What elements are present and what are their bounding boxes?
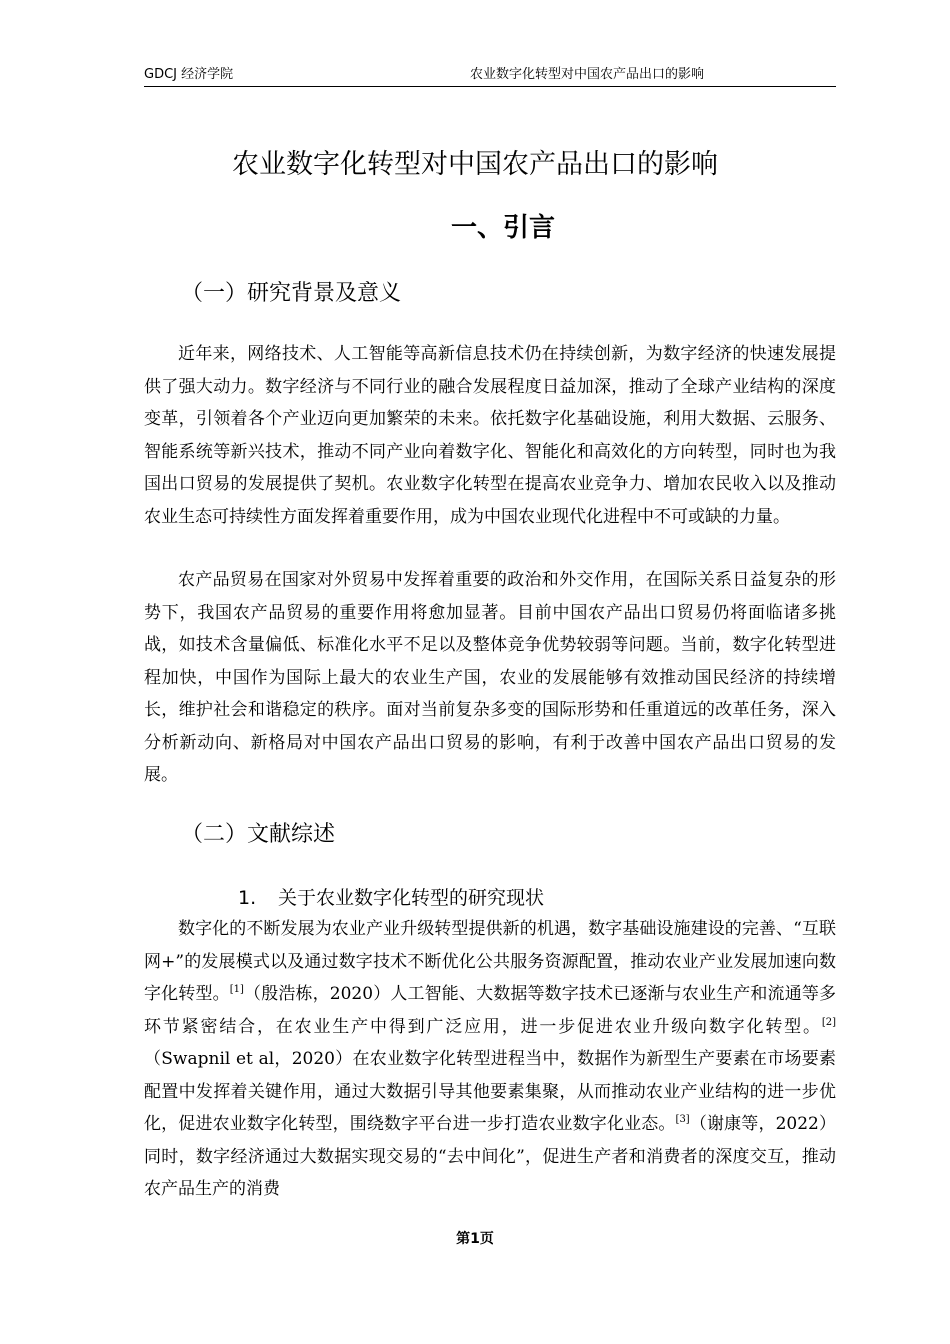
- citation-ref-3: [3]: [675, 1114, 690, 1125]
- paragraph-background-2: 农产品贸易在国家对外贸易中发挥着重要的政治和外交作用，在国际关系日益复杂的形势下，我国农产品贸易的重要作用将愈加显著。目前中国农产品出口贸易仍将面临诸多挑战，如技术含量偏低、标准化水平不足以及整体竞争优势较弱等问题。当前，数字化转型进程加快，中国作为国际上最大的农业生产国，农业的发展能够有效推动国民经济的持续增长，维护社会和谐稳定的秩序。面对当前复杂多变的国际形势和任重道远的改革任务，深入分析新动向、新格局对中国农产品出口贸易的影响，有利于改善中国农产品出口贸易的发展。: [144, 570, 836, 785]
- subsection-heading-background: （一）研究背景及意义: [181, 281, 402, 306]
- header-institution: GDCJ 经济学院: [144, 67, 234, 82]
- subsubsection-title: 关于农业数字化转型的研究现状: [278, 887, 545, 909]
- paragraph-background-1: 近年来，网络技术、人工智能等高新信息技术仍在持续创新，为数字经济的快速发展提供了强大动力。数字经济与不同行业的融合发展程度日益加深，推动了全球产业结构的深度变革，引领着各个产业迈向更加繁荣的未来。依托数字化基础设施，利用大数据、云服务、智能系统等新兴技术，推动不同产业向着数字化、智能化和高效化的方向转型，同时也为我国出口贸易的发展提供了契机。农业数字化转型在提高农业竞争力、增加农民收入以及推动农业生态可持续性方面发挥着重要作用，成为中国农业现代化进程中不可或缺的力量。: [144, 344, 836, 527]
- paragraph-text: （殷浩栋，2020）人工智能、大数据等数字技术已逐渐与农业生产和流通等多环节紧密结合，在农业生产中得到广泛应用，进一步促进农业升级向数字化转型。: [144, 984, 836, 1037]
- subsubsection-number: 1.: [238, 887, 257, 909]
- paragraph-text: （Swapnil et al，2020）在农业数字化转型进程当中，数据作为新型生产要素在市场要素配置中发挥着关键作用，通过大数据引导其他要素集聚，从而推动农业产业结构的进一步优化，促进农业数字化转型，围绕数字平台进一步打造农业数字化业态。: [144, 1049, 836, 1134]
- citation-ref-1: [1]: [229, 984, 244, 995]
- page-header: [144, 66, 836, 87]
- paragraph-literature-1: [144, 913, 836, 1206]
- header-running-title: 农业数字化转型对中国农产品出口的影响: [470, 67, 705, 82]
- subsection-heading-literature-review: （二）文献综述: [181, 822, 336, 847]
- paragraph-text: （谢康等，2022）同时，数字经济通过大数据实现交易的“去中间化”，促进生产者和消费者的深度交互，推动农产品生产的消费: [144, 1114, 837, 1199]
- subsubsection-heading-digital-transformation: [238, 884, 544, 912]
- citation-ref-2: [2]: [821, 1016, 836, 1028]
- page-number: 第1页: [456, 1231, 494, 1247]
- document-title: 农业数字化转型对中国农产品出口的影响: [232, 149, 718, 180]
- section-heading-introduction: 一、引言: [450, 213, 555, 243]
- paragraph-text: 数字化的不断发展为农业产业升级转型提供新的机遇，数字基础设施建设的完善、“互联网+”的发展模式以及通过数字技术不断优化公共服务资源配置，推动农业产业发展加速向数字化转型。: [144, 919, 836, 1004]
